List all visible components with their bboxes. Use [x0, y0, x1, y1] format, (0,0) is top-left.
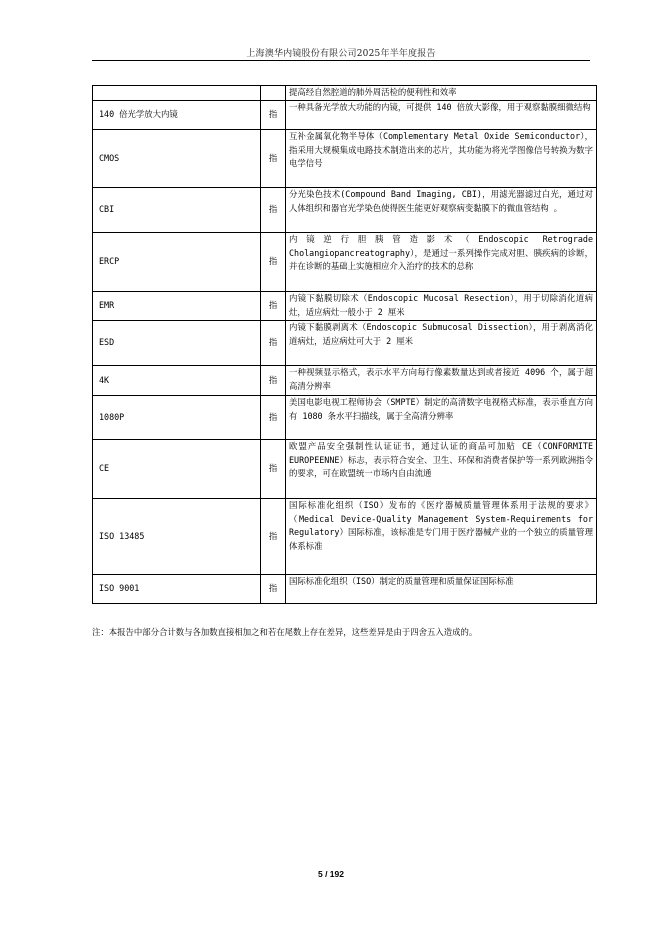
definition-cell: 美国电影电视工程师协会（SMPTE）制定的高清数字电视格式标准，表示垂直方向有 1080 条水平扫描线，属于全高清分辨率 — [286, 396, 597, 440]
table-row — [93, 440, 597, 499]
ref-cell: 指 — [261, 499, 286, 575]
table-row — [93, 575, 597, 604]
table-row — [93, 130, 597, 188]
ref-cell — [261, 86, 286, 101]
term-cell: 4K — [93, 366, 261, 396]
definition-cell: 欧盟产品安全强制性认证证书，通过认证的商品可加贴 CE（CONFORMITE EUROPEENNE）标志，表示符合安全、卫生、环保和消费者保护等一系列欧洲指令的要求，可在欧盟统一市场内自由流通 — [286, 440, 597, 499]
ref-cell: 指 — [261, 440, 286, 499]
term-cell: CE — [93, 440, 261, 499]
term-cell: ISO 9001 — [93, 575, 261, 604]
table-row — [93, 396, 597, 440]
table-row — [93, 86, 597, 101]
definition-cell: 内镜下黏膜切除术（Endoscopic Mucosal Resection），用于切除消化道病灶，适应病灶一般小于 2 厘米 — [286, 292, 597, 321]
definition-cell: 提高经自然腔道的肺外周活检的便利性和效率 — [286, 86, 597, 101]
table-row — [93, 366, 597, 396]
term-cell: ESD — [93, 321, 261, 366]
definitions-table — [92, 85, 597, 604]
ref-cell: 指 — [261, 101, 286, 130]
term-cell: ERCP — [93, 233, 261, 292]
definition-cell: 分光染色技术(Compound Band Imaging, CBI)，用滤光器滤过白光，通过对人体组织和器官光学染色使得医生能更好观察病变黏膜下的微血管结构 。 — [286, 188, 597, 233]
definition-cell: 一种具备光学放大功能的内镜，可提供 140 倍放大影像，用于观察黏膜细微结构 — [286, 101, 597, 130]
term-cell — [93, 86, 261, 101]
term-cell: EMR — [93, 292, 261, 321]
definition-cell: 内镜逆行胆胰管造影术（Endoscopic Retrograde Cholangiopancreatography），是通过一系列操作完成对胆、胰疾病的诊断，并在诊断的基础上实施相应介入治疗的技术的总称 — [286, 233, 597, 292]
definition-cell: 国际标准化组织（ISO）发布的《医疗器械质量管理体系用于法规的要求》（Medical Device-Quality Management System-Requirements for Regulatory）国际标准，该标准是专门用于医疗器械产业的一个独立的质量管理体系标准 — [286, 499, 597, 575]
table-row — [93, 292, 597, 321]
ref-cell: 指 — [261, 292, 286, 321]
term-cell: 140 倍光学放大内镜 — [93, 101, 261, 130]
term-cell: CBI — [93, 188, 261, 233]
ref-cell: 指 — [261, 130, 286, 188]
table-row — [93, 233, 597, 292]
definition-cell: 一种视频显示格式，表示水平方向每行像素数量达到或者接近 4096 个，属于超高清分辨率 — [286, 366, 597, 396]
term-cell: ISO 13485 — [93, 499, 261, 575]
table-row — [93, 188, 597, 233]
header-rule — [92, 60, 590, 61]
report-header: 上海澳华内镜股份有限公司2025年半年度报告 — [246, 49, 436, 59]
definition-cell: 内镜下黏膜剥离术（Endoscopic Submucosal Dissection），用于剥离消化道病灶，适应病灶可大于 2 厘米 — [286, 321, 597, 366]
ref-cell: 指 — [261, 575, 286, 604]
rounding-note: 注：本报告中部分合计数与各加数直接相加之和若在尾数上存在差异，这些差异是由于四舍五入造成的。 — [92, 627, 478, 637]
table-row — [93, 101, 597, 130]
ref-cell: 指 — [261, 233, 286, 292]
ref-cell: 指 — [261, 188, 286, 233]
ref-cell: 指 — [261, 396, 286, 440]
definition-cell: 互补金属氧化物半导体（Complementary Metal Oxide Semiconductor），指采用大规模集成电路技术制造出来的芯片，其功能为将光学图像信号转换为数字电学信号 — [286, 130, 597, 188]
definition-cell: 国际标准化组织（ISO）制定的质量管理和质量保证国际标准 — [286, 575, 597, 604]
table-row — [93, 499, 597, 575]
term-cell: CMOS — [93, 130, 261, 188]
ref-cell: 指 — [261, 321, 286, 366]
term-cell: 1080P — [93, 396, 261, 440]
page-number: 5 / 192 — [318, 869, 344, 879]
ref-cell: 指 — [261, 366, 286, 396]
table-row — [93, 321, 597, 366]
